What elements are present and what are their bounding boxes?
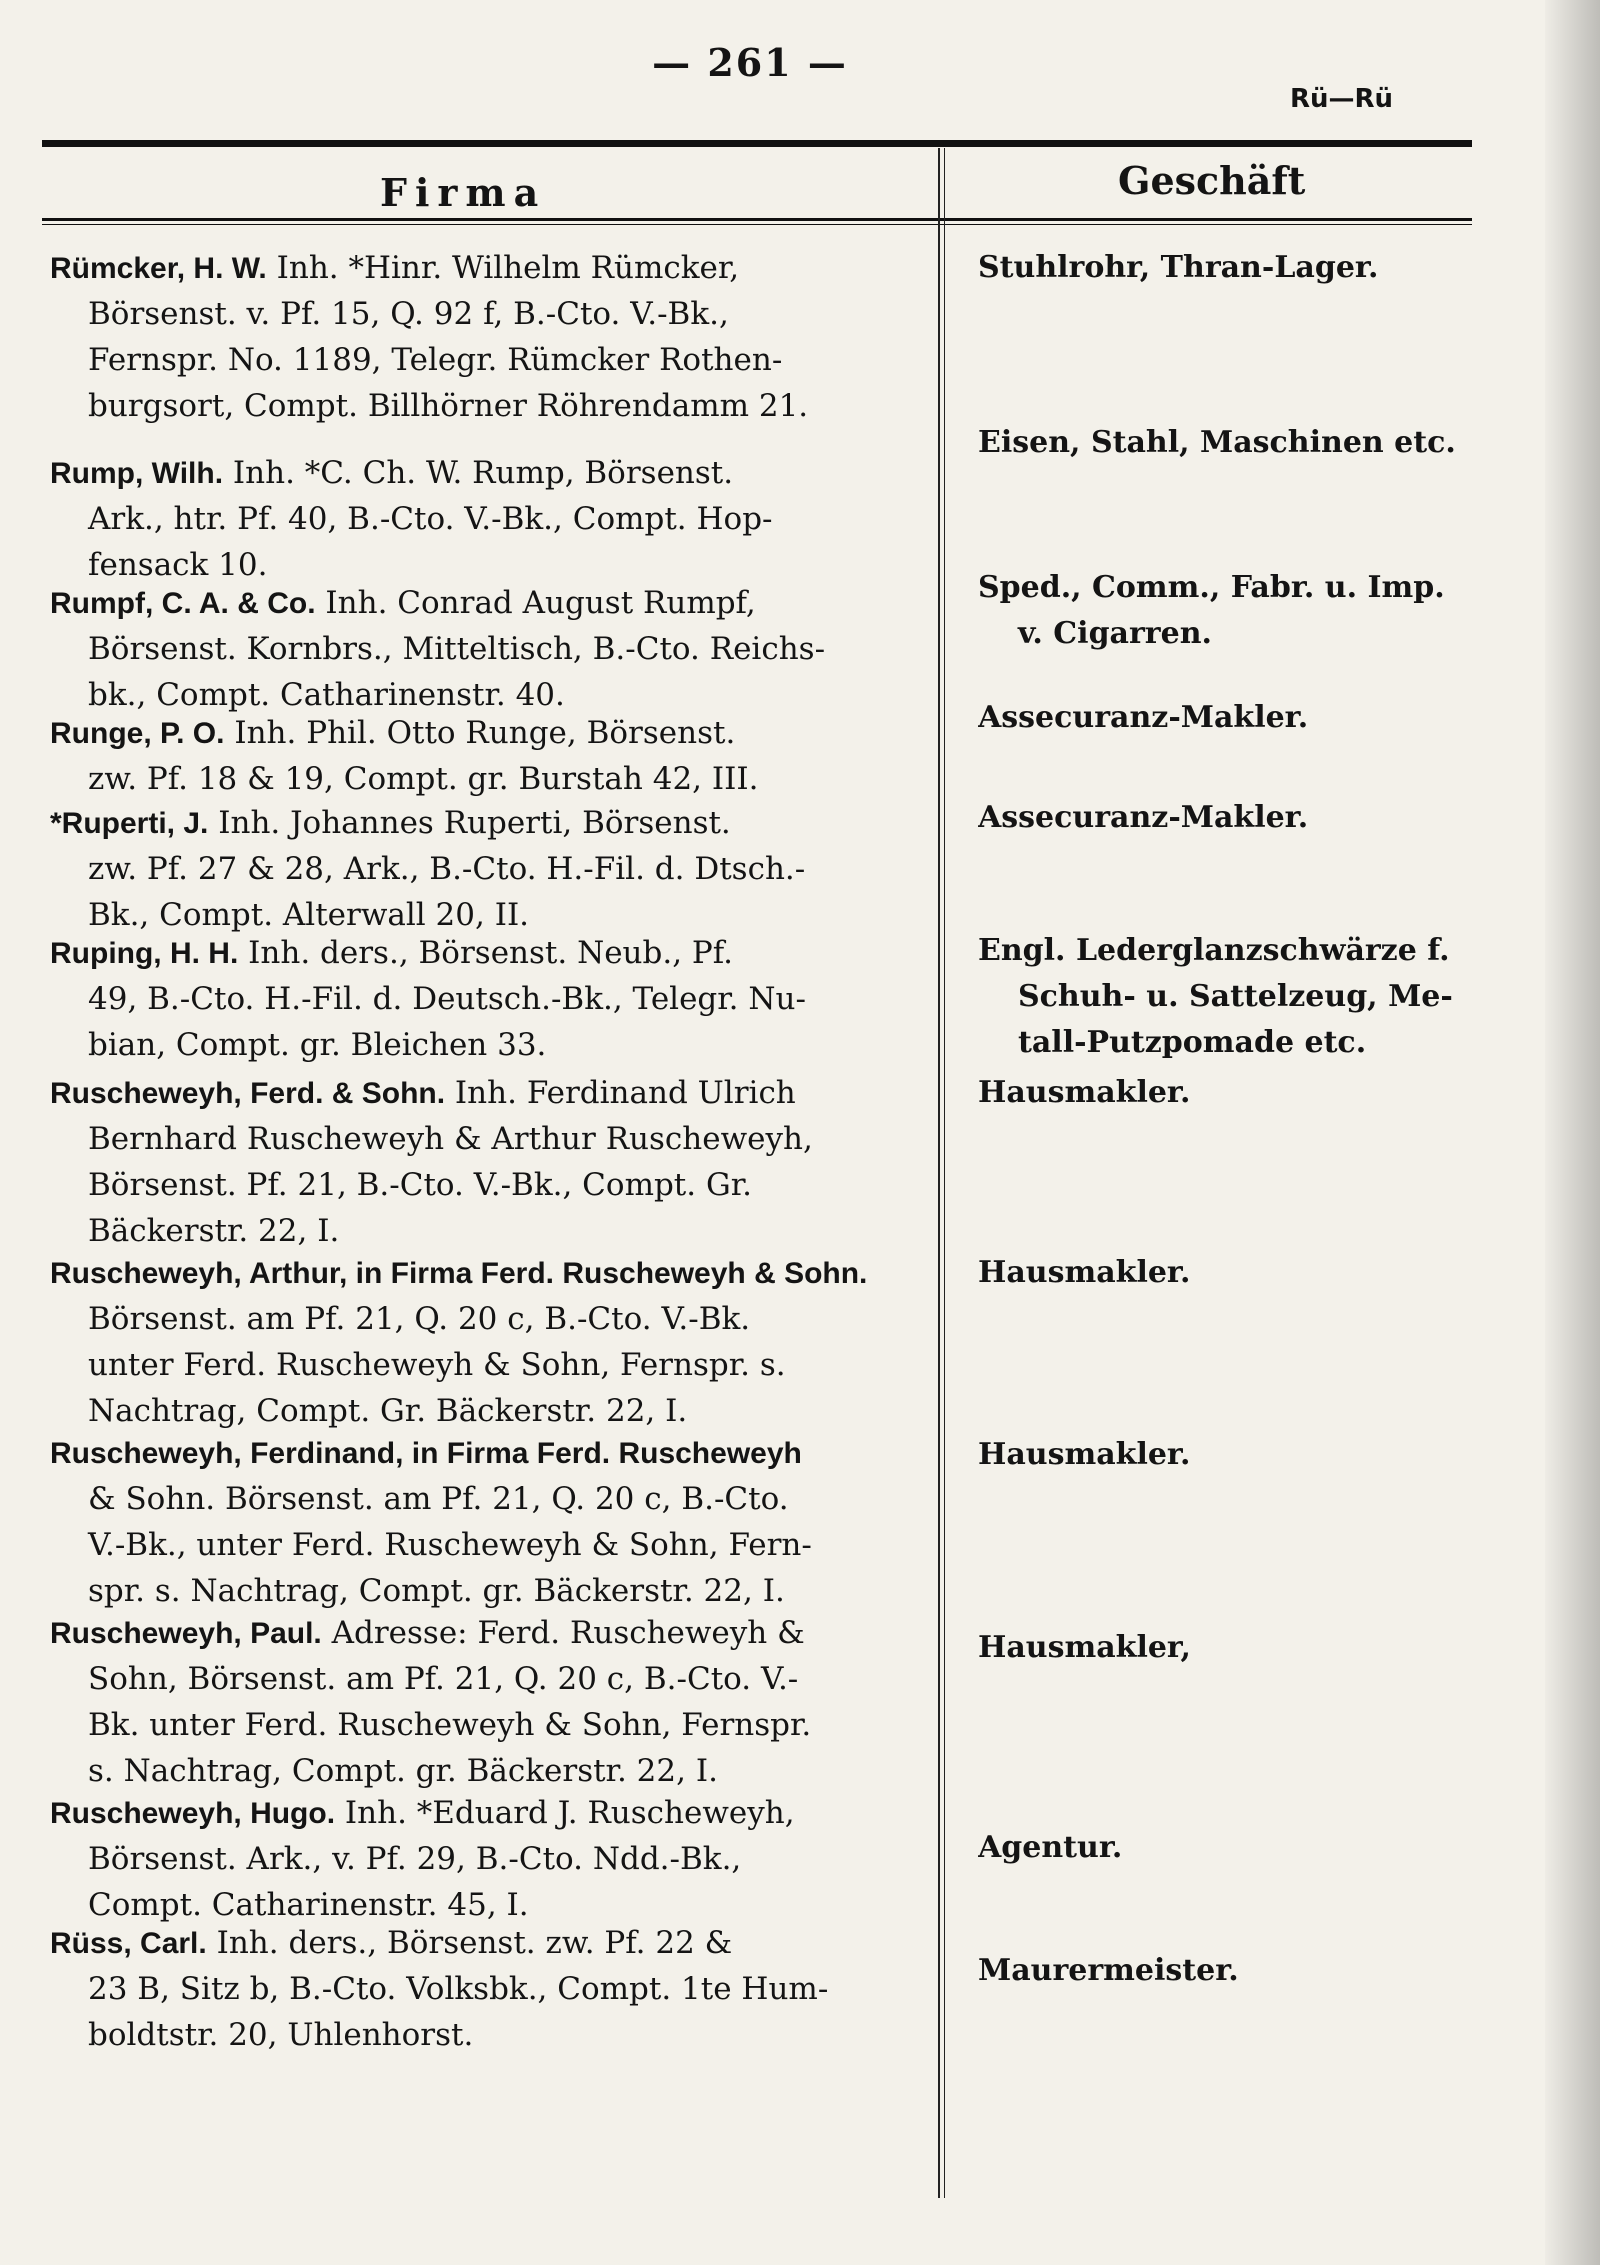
geschaeft-line: Schuh- u. Sattelzeug, Me- xyxy=(1018,979,1453,1014)
geschaeft-line: Hausmakler. xyxy=(978,1437,1191,1472)
entry-first-line xyxy=(50,245,920,291)
entry-firma xyxy=(50,930,920,1068)
entry-detail-line: Fernspr. No. 1189, Telegr. Rümcker Rothen- xyxy=(88,342,783,378)
entry-first-line xyxy=(50,1790,920,1836)
entry-owner-text: Inh. Phil. Otto Runge, Börsenst. xyxy=(224,715,736,751)
entry-detail-line: spr. s. Nachtrag, Compt. gr. Bäckerstr. 22, I. xyxy=(88,1573,785,1609)
entry-geschaeft xyxy=(978,928,1538,1066)
entry-geschaeft xyxy=(978,1948,1538,1994)
entry-first-line xyxy=(50,1250,920,1296)
entry-name: Rüss, Carl. xyxy=(50,1927,207,1960)
geschaeft-line: Assecuranz-Makler. xyxy=(978,700,1309,735)
geschaeft-line: tall-Putzpomade etc. xyxy=(1018,1025,1367,1060)
header-rule-bottom xyxy=(42,218,1472,221)
entry-detail-line: Ark., htr. Pf. 40, B.-Cto. V.-Bk., Compt. Hop- xyxy=(88,501,773,537)
entry-first-line xyxy=(50,580,920,626)
entry-name: Rümcker, H. W. xyxy=(50,252,267,285)
entry-detail-line: unter Ferd. Ruscheweyh & Sohn, Fernspr. s. xyxy=(88,1347,786,1383)
geschaeft-line: Hausmakler, xyxy=(978,1630,1192,1665)
entry-name: Rump, Wilh. xyxy=(50,457,224,490)
entry-detail-line: Bäckerstr. 22, I. xyxy=(88,1213,340,1249)
entry-firma xyxy=(50,1920,920,2058)
page-edge-shadow xyxy=(1545,0,1600,2265)
geschaeft-line: Assecuranz-Makler. xyxy=(978,800,1309,835)
entry-geschaeft xyxy=(978,1825,1538,1871)
entry-firma xyxy=(50,1430,920,1614)
entry-detail-line: s. Nachtrag, Compt. gr. Bäckerstr. 22, I. xyxy=(88,1753,718,1789)
entry-owner-text: Inh. Johannes Ruperti, Börsenst. xyxy=(208,805,731,841)
entry-detail-line: V.-Bk., unter Ferd. Ruscheweyh & Sohn, Fern- xyxy=(88,1527,812,1563)
entry-detail-line: bian, Compt. gr. Bleichen 33. xyxy=(88,1027,547,1063)
entry-detail-line: Börsenst. Pf. 21, B.-Cto. V.-Bk., Compt. Gr. xyxy=(88,1167,753,1203)
entry-first-line xyxy=(50,1430,920,1476)
entry-first-line xyxy=(50,710,920,756)
entry-name: Ruscheweyh, Ferdinand, in Firma Ferd. Ruscheweyh xyxy=(50,1437,802,1470)
geschaeft-line: Stuhlrohr, Thran-Lager. xyxy=(978,250,1379,285)
entry-name: *Ruperti, J. xyxy=(50,807,209,840)
entry-name: Runge, P. O. xyxy=(50,717,225,750)
entry-first-line xyxy=(50,930,920,976)
entry-geschaeft xyxy=(978,695,1538,741)
entry-firma xyxy=(50,1070,920,1254)
entry-geschaeft xyxy=(978,1070,1538,1116)
entry-detail-line: Börsenst. Ark., v. Pf. 29, B.-Cto. Ndd.-Bk., xyxy=(88,1841,742,1877)
column-divider xyxy=(938,148,940,2198)
entry-owner-text: Inh. Ferdinand Ulrich xyxy=(445,1075,796,1111)
entry-detail-line: Bk., Compt. Alterwall 20, II. xyxy=(88,897,530,933)
entry-name: Ruscheweyh, Arthur, in Firma Ferd. Ruscheweyh & Sohn. xyxy=(50,1257,868,1290)
entry-first-line xyxy=(50,450,920,496)
entry-first-line xyxy=(50,800,920,846)
entry-name: Ruping, H. H. xyxy=(50,937,239,970)
entry-detail-line: Börsenst. am Pf. 21, Q. 20 c, B.-Cto. V.-Bk. xyxy=(88,1301,751,1337)
entry-name: Rumpf, C. A. & Co. xyxy=(50,587,316,620)
header-rule-bottom-thin xyxy=(42,224,1472,225)
entry-detail-line: zw. Pf. 27 & 28, Ark., B.-Cto. H.-Fil. d. Dtsch.- xyxy=(88,851,806,887)
entry-detail-line: Compt. Catharinenstr. 45, I. xyxy=(88,1887,529,1923)
entry-detail-line: Sohn, Börsenst. am Pf. 21, Q. 20 c, B.-Cto. V.- xyxy=(88,1661,799,1697)
column-header-geschaeft: Geschäft xyxy=(1118,158,1306,203)
entry-geschaeft xyxy=(978,245,1538,291)
geschaeft-line: Agentur. xyxy=(978,1830,1123,1865)
geschaeft-line: Eisen, Stahl, Maschinen etc. xyxy=(978,425,1456,460)
entry-geschaeft xyxy=(978,795,1538,841)
entry-first-line xyxy=(50,1920,920,1966)
entry-detail-line: Börsenst. Kornbrs., Mitteltisch, B.-Cto. Reichs- xyxy=(88,631,826,667)
entry-geschaeft xyxy=(978,1432,1538,1478)
entry-detail-line: Börsenst. v. Pf. 15, Q. 92 f, B.-Cto. V.-Bk., xyxy=(88,296,729,332)
entry-owner-text: Inh. ders., Börsenst. zw. Pf. 22 & xyxy=(206,1925,733,1961)
entry-owner-text: Inh. *Hinr. Wilhelm Rümcker, xyxy=(266,250,740,286)
entry-firma xyxy=(50,710,920,802)
entry-firma xyxy=(50,580,920,718)
entry-owner-text: Inh. *Eduard J. Ruscheweyh, xyxy=(335,1795,795,1831)
geschaeft-line: Hausmakler. xyxy=(978,1075,1191,1110)
entry-first-line xyxy=(50,1610,920,1656)
header-rule-top xyxy=(42,140,1472,147)
entry-geschaeft xyxy=(978,1250,1538,1296)
entry-geschaeft xyxy=(978,565,1538,657)
entry-firma xyxy=(50,800,920,938)
page-number: — 261 — xyxy=(652,40,848,85)
entry-firma xyxy=(50,1610,920,1794)
geschaeft-line: Hausmakler. xyxy=(978,1255,1191,1290)
column-header-firma: Firma xyxy=(380,170,547,215)
entry-owner-text: Adresse: Ferd. Ruscheweyh & xyxy=(321,1615,805,1651)
entry-detail-line: & Sohn. Börsenst. am Pf. 21, Q. 20 c, B.-Cto. xyxy=(88,1481,789,1517)
entry-detail-line: bk., Compt. Catharinenstr. 40. xyxy=(88,677,565,713)
entry-detail-line: Nachtrag, Compt. Gr. Bäckerstr. 22, I. xyxy=(88,1393,688,1429)
entry-detail-line: fensack 10. xyxy=(88,547,268,583)
entry-geschaeft xyxy=(978,420,1538,466)
entry-firma xyxy=(50,1790,920,1928)
entry-name: Ruscheweyh, Paul. xyxy=(50,1617,322,1650)
entry-detail-line: 23 B, Sitz b, B.-Cto. Volksbk., Compt. 1te Hum- xyxy=(88,1971,829,2007)
entry-detail-line: 49, B.-Cto. H.-Fil. d. Deutsch.-Bk., Telegr. Nu- xyxy=(88,981,806,1017)
entry-detail-line: Bernhard Ruscheweyh & Arthur Ruscheweyh, xyxy=(88,1121,813,1157)
geschaeft-line: Maurermeister. xyxy=(978,1953,1239,1988)
entry-first-line xyxy=(50,1070,920,1116)
entry-detail-line: burgsort, Compt. Billhörner Röhrendamm 21. xyxy=(88,388,809,424)
alphabet-range: Rü—Rü xyxy=(1290,84,1394,114)
entry-name: Ruscheweyh, Hugo. xyxy=(50,1797,336,1830)
geschaeft-line: Engl. Lederglanzschwärze f. xyxy=(978,933,1450,968)
geschaeft-line: v. Cigarren. xyxy=(1018,616,1212,651)
entry-firma xyxy=(50,450,920,588)
column-divider-thin xyxy=(944,148,945,2198)
entry-name: Ruscheweyh, Ferd. & Sohn. xyxy=(50,1077,446,1110)
entry-detail-line: zw. Pf. 18 & 19, Compt. gr. Burstah 42, III. xyxy=(88,761,759,797)
entry-detail-line: boldtstr. 20, Uhlenhorst. xyxy=(88,2017,474,2053)
geschaeft-line: Sped., Comm., Fabr. u. Imp. xyxy=(978,570,1445,605)
entry-detail-line: Bk. unter Ferd. Ruscheweyh & Sohn, Fernspr. xyxy=(88,1707,812,1743)
entry-owner-text: Inh. Conrad August Rumpf, xyxy=(315,585,756,621)
entry-owner-text: Inh. ders., Börsenst. Neub., Pf. xyxy=(238,935,734,971)
entry-firma xyxy=(50,1250,920,1434)
entry-geschaeft xyxy=(978,1625,1538,1671)
entry-firma xyxy=(50,245,920,429)
entry-owner-text: Inh. *C. Ch. W. Rump, Börsenst. xyxy=(223,455,734,491)
